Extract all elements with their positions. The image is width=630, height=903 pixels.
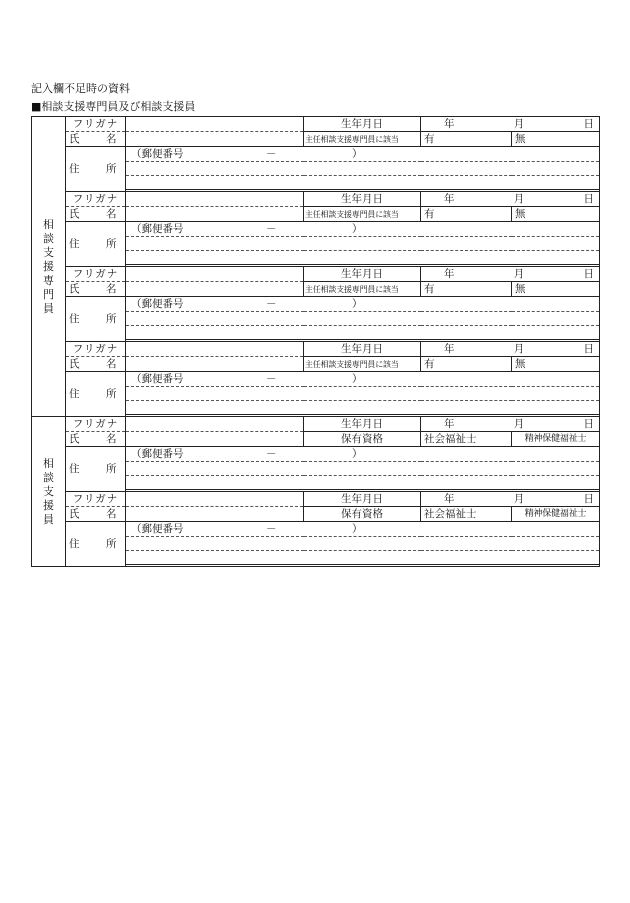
chief-yes-option[interactable]: 有 bbox=[421, 357, 512, 372]
entry-furigana-row bbox=[32, 342, 600, 357]
qual-mental-health-option[interactable]: 精神保健福祉士 bbox=[512, 507, 600, 522]
address-label: 住 所 bbox=[66, 297, 126, 342]
name-input[interactable] bbox=[126, 507, 304, 522]
address-label: 住 所 bbox=[66, 447, 126, 492]
address-line-input[interactable] bbox=[126, 312, 600, 326]
birthdate-label: 生年月日 bbox=[304, 342, 421, 357]
address-line-input[interactable] bbox=[126, 476, 600, 490]
name-input[interactable] bbox=[126, 132, 304, 147]
birthdate-input[interactable]: 年 月 日 bbox=[421, 342, 600, 357]
birthdate-label: 生年月日 bbox=[304, 417, 421, 432]
section-title: ■相談支援専門員及び相談支援員 bbox=[31, 100, 196, 113]
furigana-input[interactable] bbox=[126, 342, 304, 357]
birthdate-input[interactable]: 年 月 日 bbox=[421, 492, 600, 507]
furigana-label: フリガナ bbox=[66, 117, 126, 132]
address-line-input[interactable] bbox=[126, 162, 600, 176]
furigana-input[interactable] bbox=[126, 117, 304, 132]
birthdate-label: 生年月日 bbox=[304, 117, 421, 132]
entry-furigana-row bbox=[32, 192, 600, 207]
address-label: 住 所 bbox=[66, 522, 126, 567]
entry-name-row bbox=[32, 357, 600, 372]
chief-no-option[interactable]: 無 bbox=[512, 132, 600, 147]
entry-name-row bbox=[32, 207, 600, 222]
address-label: 住 所 bbox=[66, 222, 126, 267]
furigana-label: フリガナ bbox=[66, 267, 126, 282]
name-label: 氏 名 bbox=[66, 207, 126, 222]
chief-no-option[interactable]: 無 bbox=[512, 282, 600, 297]
address-label: 住 所 bbox=[66, 372, 126, 417]
chief-applicable-label: 主任相談支援専門員に該当 bbox=[304, 207, 421, 222]
group-label-specialist: 相談支援専門員 bbox=[32, 117, 66, 417]
furigana-input[interactable] bbox=[126, 492, 304, 507]
birthdate-input[interactable]: 年 月 日 bbox=[421, 417, 600, 432]
doc-title: 記入欄不足時の資料 bbox=[31, 82, 130, 95]
chief-applicable-label: 主任相談支援専門員に該当 bbox=[304, 357, 421, 372]
address-line-input[interactable] bbox=[126, 251, 600, 265]
entry-name-row bbox=[32, 282, 600, 297]
zip-input[interactable]: （郵便番号 － ） bbox=[126, 447, 600, 462]
entry-address-row bbox=[32, 372, 600, 387]
qualification-label: 保有資格 bbox=[304, 432, 421, 447]
entry-furigana-row bbox=[32, 492, 600, 507]
entry-address-row bbox=[32, 297, 600, 312]
chief-yes-option[interactable]: 有 bbox=[421, 132, 512, 147]
address-line-input[interactable] bbox=[126, 537, 600, 551]
name-label: 氏 名 bbox=[66, 432, 126, 447]
group-label-assistant: 相談支援員 bbox=[32, 417, 66, 567]
birthdate-label: 生年月日 bbox=[304, 267, 421, 282]
qual-social-worker-option[interactable]: 社会福祉士 bbox=[421, 432, 512, 447]
zip-input[interactable]: （郵便番号 － ） bbox=[126, 147, 600, 162]
name-input[interactable] bbox=[126, 282, 304, 297]
birthdate-input[interactable]: 年 月 日 bbox=[421, 192, 600, 207]
chief-yes-option[interactable]: 有 bbox=[421, 282, 512, 297]
address-line-input[interactable] bbox=[126, 401, 600, 415]
name-input[interactable] bbox=[126, 207, 304, 222]
name-label: 氏 名 bbox=[66, 282, 126, 297]
furigana-label: フリガナ bbox=[66, 192, 126, 207]
furigana-input[interactable] bbox=[126, 192, 304, 207]
zip-input[interactable]: （郵便番号 － ） bbox=[126, 297, 600, 312]
chief-applicable-label: 主任相談支援専門員に該当 bbox=[304, 132, 421, 147]
address-line-input[interactable] bbox=[126, 462, 600, 476]
chief-no-option[interactable]: 無 bbox=[512, 207, 600, 222]
qualification-label: 保有資格 bbox=[304, 507, 421, 522]
chief-yes-option[interactable]: 有 bbox=[421, 207, 512, 222]
staff-form-table bbox=[31, 116, 600, 567]
entry-name-row bbox=[32, 132, 600, 147]
entry-address-row bbox=[32, 522, 600, 537]
entry-name-row bbox=[32, 432, 600, 447]
entry-address-row bbox=[32, 222, 600, 237]
birthdate-input[interactable]: 年 月 日 bbox=[421, 117, 600, 132]
furigana-input[interactable] bbox=[126, 417, 304, 432]
furigana-input[interactable] bbox=[126, 267, 304, 282]
birthdate-label: 生年月日 bbox=[304, 492, 421, 507]
entry-address-row bbox=[32, 447, 600, 462]
address-line-input[interactable] bbox=[126, 326, 600, 340]
address-line-input[interactable] bbox=[126, 387, 600, 401]
entry-furigana-row bbox=[32, 267, 600, 282]
qual-social-worker-option[interactable]: 社会福祉士 bbox=[421, 507, 512, 522]
furigana-label: フリガナ bbox=[66, 417, 126, 432]
furigana-label: フリガナ bbox=[66, 342, 126, 357]
zip-input[interactable]: （郵便番号 － ） bbox=[126, 372, 600, 387]
chief-applicable-label: 主任相談支援専門員に該当 bbox=[304, 282, 421, 297]
name-input[interactable] bbox=[126, 357, 304, 372]
birthdate-input[interactable]: 年 月 日 bbox=[421, 267, 600, 282]
entry-address-row bbox=[32, 147, 600, 162]
name-input[interactable] bbox=[126, 432, 304, 447]
birthdate-label: 生年月日 bbox=[304, 192, 421, 207]
entry-furigana-row bbox=[32, 417, 600, 432]
furigana-label: フリガナ bbox=[66, 492, 126, 507]
name-label: 氏 名 bbox=[66, 507, 126, 522]
entry-name-row bbox=[32, 507, 600, 522]
chief-no-option[interactable]: 無 bbox=[512, 357, 600, 372]
address-line-input[interactable] bbox=[126, 551, 600, 565]
name-label: 氏 名 bbox=[66, 357, 126, 372]
address-line-input[interactable] bbox=[126, 237, 600, 251]
name-label: 氏 名 bbox=[66, 132, 126, 147]
address-line-input[interactable] bbox=[126, 176, 600, 190]
qual-mental-health-option[interactable]: 精神保健福祉士 bbox=[512, 432, 600, 447]
zip-input[interactable]: （郵便番号 － ） bbox=[126, 522, 600, 537]
address-label: 住 所 bbox=[66, 147, 126, 192]
zip-input[interactable]: （郵便番号 － ） bbox=[126, 222, 600, 237]
entry-furigana-row bbox=[32, 117, 600, 132]
